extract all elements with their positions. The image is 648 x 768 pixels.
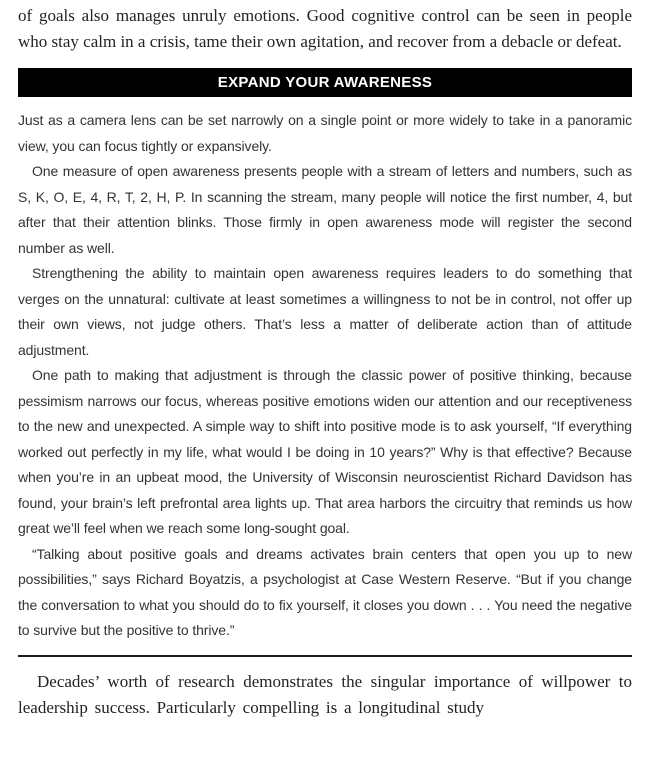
box-title-banner [18, 68, 632, 97]
box-paragraph: Just as a camera lens can be set narrowly on a single point or more widely to take in a panoramic view, you can focus tightly or expansively. [18, 112, 632, 154]
box-paragraph: One path to making that adjustment is through the classic power of positive thinking, because pessimism narrows our focus, whereas positive emotions widen our attention and our receptiveness to the new and unexpected. A simple way to shift into positive mode is to ask yourself, “If everything worked out perfectly in my life, what would I be doing in 10 years?” Why is that effective? Because when you’re in an upbeat mood, the University of Wisconsin neuroscientist Richard Davidson has found, your brain’s left prefrontal area lights up. That area harbors the circuitry that reminds us how great we’ll feel when we reach some long-sought goal. [18, 367, 632, 536]
box-body [18, 108, 632, 644]
box-title: EXPAND YOUR AWARENESS [217, 74, 433, 91]
body-paragraph-bottom: Decades’ worth of research demonstrates the singular importance of willpower to leadership success. Particularly compelling is a longitudinal study [18, 671, 632, 717]
box-paragraph: One measure of open awareness presents people with a stream of letters and numbers, such as S, K, O, E, 4, R, T, 2, H, P. In scanning the stream, many people will notice the first number, 4, but after that their attention blinks. Those firmly in open awareness mode will register the second number as well. [18, 163, 632, 256]
box-paragraph: “Talking about positive goals and dreams activates brain centers that open you up to new possibilities,” says Richard Boyatzis, a psychologist at Case Western Reserve. “But if you change the conversation to what you should do to fix yourself, it closes you down . . . You need the negative to survive but the positive to thrive.” [18, 545, 632, 638]
box-paragraph: Strengthening the ability to maintain open awareness requires leaders to do something that verges on the unnatural: cultivate at least sometimes a willingness to not be in control, not offer up their own views, not judge others. That’s less a matter of deliberate action than of attitude adjustment. [18, 265, 632, 358]
body-paragraph-top: of goals also manages unruly emotions. Good cognitive control can be seen in people who stay calm in a crisis, tame their own agitation, and recover from a debacle or defeat. [18, 6, 632, 51]
box-bottom-rule [18, 655, 632, 657]
